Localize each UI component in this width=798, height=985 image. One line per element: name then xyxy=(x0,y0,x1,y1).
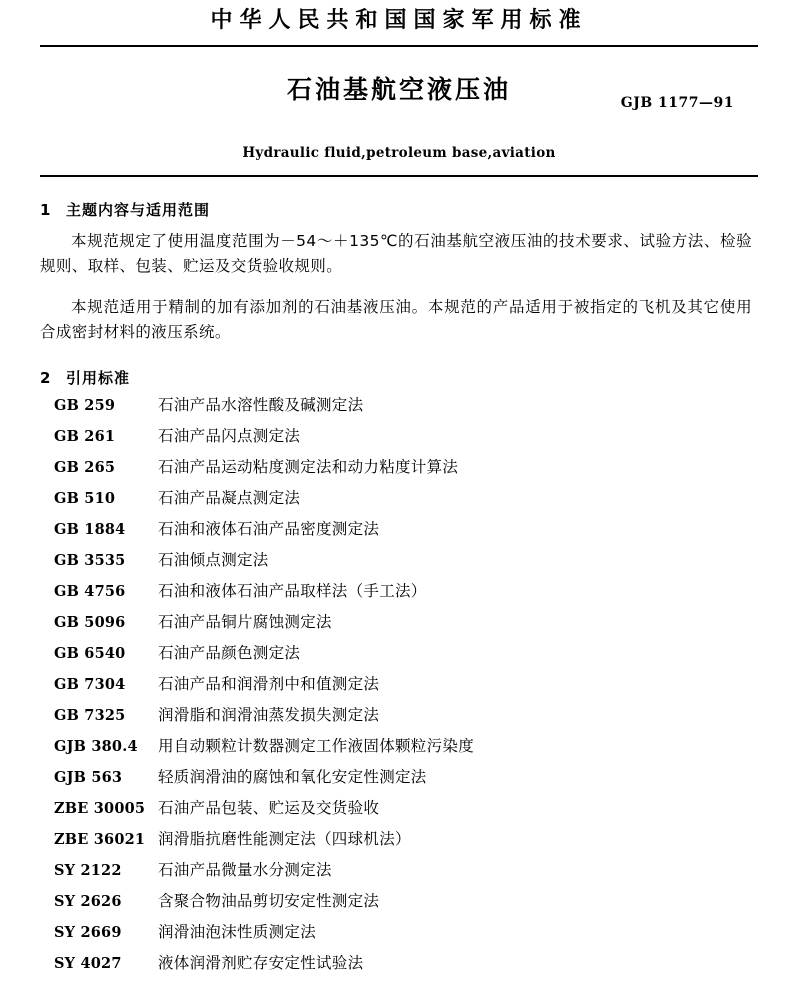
reference-id: GB 6540 xyxy=(54,644,126,662)
title-row xyxy=(40,73,758,113)
list-item xyxy=(40,736,758,768)
reference-id: GB 261 xyxy=(54,427,116,445)
reference-id: GB 5096 xyxy=(54,613,126,631)
reference-name: 石油产品包装、贮运及交货验收 xyxy=(158,798,380,817)
list-item xyxy=(40,922,758,954)
list-item xyxy=(40,550,758,582)
list-item xyxy=(40,798,758,830)
reference-id: SY 2122 xyxy=(54,861,122,879)
reference-name: 石油和液体石油产品取样法（手工法） xyxy=(158,581,427,600)
standard-code: GJB 1177—91 xyxy=(620,94,734,111)
section-scope xyxy=(40,199,758,345)
reference-name: 润滑油泡沫性质测定法 xyxy=(158,922,317,941)
section-title-1: 主题内容与适用范围 xyxy=(66,200,211,219)
reference-name: 石油产品铜片腐蚀测定法 xyxy=(158,612,332,631)
reference-name: 石油产品微量水分测定法 xyxy=(158,860,332,879)
section-heading-2 xyxy=(40,367,758,388)
list-item xyxy=(40,674,758,706)
reference-id: GB 1884 xyxy=(54,520,126,538)
reference-id: GB 7304 xyxy=(54,675,126,693)
reference-id: SY 4027 xyxy=(54,954,122,972)
section-references xyxy=(40,367,758,985)
list-item xyxy=(40,488,758,520)
reference-id: GB 7325 xyxy=(54,706,126,724)
reference-name: 石油产品水溶性酸及碱测定法 xyxy=(158,395,364,414)
reference-name: 用自动颗粒计数器测定工作液固体颗粒污染度 xyxy=(158,736,475,755)
reference-name: 轻质润滑油的腐蚀和氧化安定性测定法 xyxy=(158,767,427,786)
reference-name: 石油产品和润滑剂中和值测定法 xyxy=(158,674,380,693)
header-divider-top xyxy=(40,45,758,47)
paragraph-scope-1: 本规范规定了使用温度范围为－54～＋135℃的石油基航空液压油的技术要求、试验方法、检验规则、取样、包装、贮运及交货验收规则。 xyxy=(40,231,752,275)
reference-id: GB 259 xyxy=(54,396,116,414)
reference-name: 石油和液体石油产品密度测定法 xyxy=(158,519,380,538)
reference-id: GB 265 xyxy=(54,458,116,476)
reference-id: GB 510 xyxy=(54,489,116,507)
reference-name: 润滑脂和润滑油蒸发损失测定法 xyxy=(158,705,380,724)
list-item xyxy=(40,395,758,427)
reference-id: GJB 380.4 xyxy=(54,737,138,755)
reference-name: 润滑脂抗磨性能测定法（四球机法） xyxy=(158,829,411,848)
section-heading-1 xyxy=(40,199,758,220)
reference-name: 石油倾点测定法 xyxy=(158,550,269,569)
reference-id: SY 2626 xyxy=(54,892,122,910)
paragraph-scope-2: 本规范适用于精制的加有添加剂的石油基液压油。本规范的产品适用于被指定的飞机及其它使用合成密封材料的液压系统。 xyxy=(40,297,752,341)
list-item xyxy=(40,829,758,861)
reference-name: 石油产品闪点测定法 xyxy=(158,426,301,445)
list-item xyxy=(40,953,758,985)
list-item xyxy=(40,705,758,737)
section-number-1: 1 xyxy=(40,200,52,219)
list-item xyxy=(40,891,758,923)
national-standard-title: 中华人民共和国国家军用标准 xyxy=(210,8,588,33)
reference-name: 石油产品颜色测定法 xyxy=(158,643,301,662)
reference-standards-list xyxy=(40,395,758,985)
reference-id: GJB 563 xyxy=(54,768,123,786)
section-number-2: 2 xyxy=(40,368,52,387)
reference-id: GB 3535 xyxy=(54,551,126,569)
section-title-2: 引用标准 xyxy=(66,368,131,387)
list-item xyxy=(40,643,758,675)
list-item xyxy=(40,612,758,644)
reference-id: SY 2669 xyxy=(54,923,122,941)
reference-name: 含聚合物油品剪切安定性测定法 xyxy=(158,891,380,910)
english-title: Hydraulic fluid,petroleum base,aviation xyxy=(242,144,556,161)
list-item xyxy=(40,426,758,458)
list-item xyxy=(40,767,758,799)
list-item xyxy=(40,581,758,613)
list-item xyxy=(40,860,758,892)
reference-name: 石油产品运动粘度测定法和动力粘度计算法 xyxy=(158,457,459,476)
list-item xyxy=(40,457,758,489)
header-divider-bottom xyxy=(40,175,758,177)
page-title: 石油基航空液压油 xyxy=(286,74,511,104)
reference-id: ZBE 30005 xyxy=(54,799,146,817)
list-item xyxy=(40,519,758,551)
reference-name: 石油产品凝点测定法 xyxy=(158,488,301,507)
reference-name: 液体润滑剂贮存安定性试验法 xyxy=(158,953,364,972)
document-header xyxy=(40,0,758,37)
reference-id: GB 4756 xyxy=(54,582,126,600)
reference-id: ZBE 36021 xyxy=(54,830,146,848)
